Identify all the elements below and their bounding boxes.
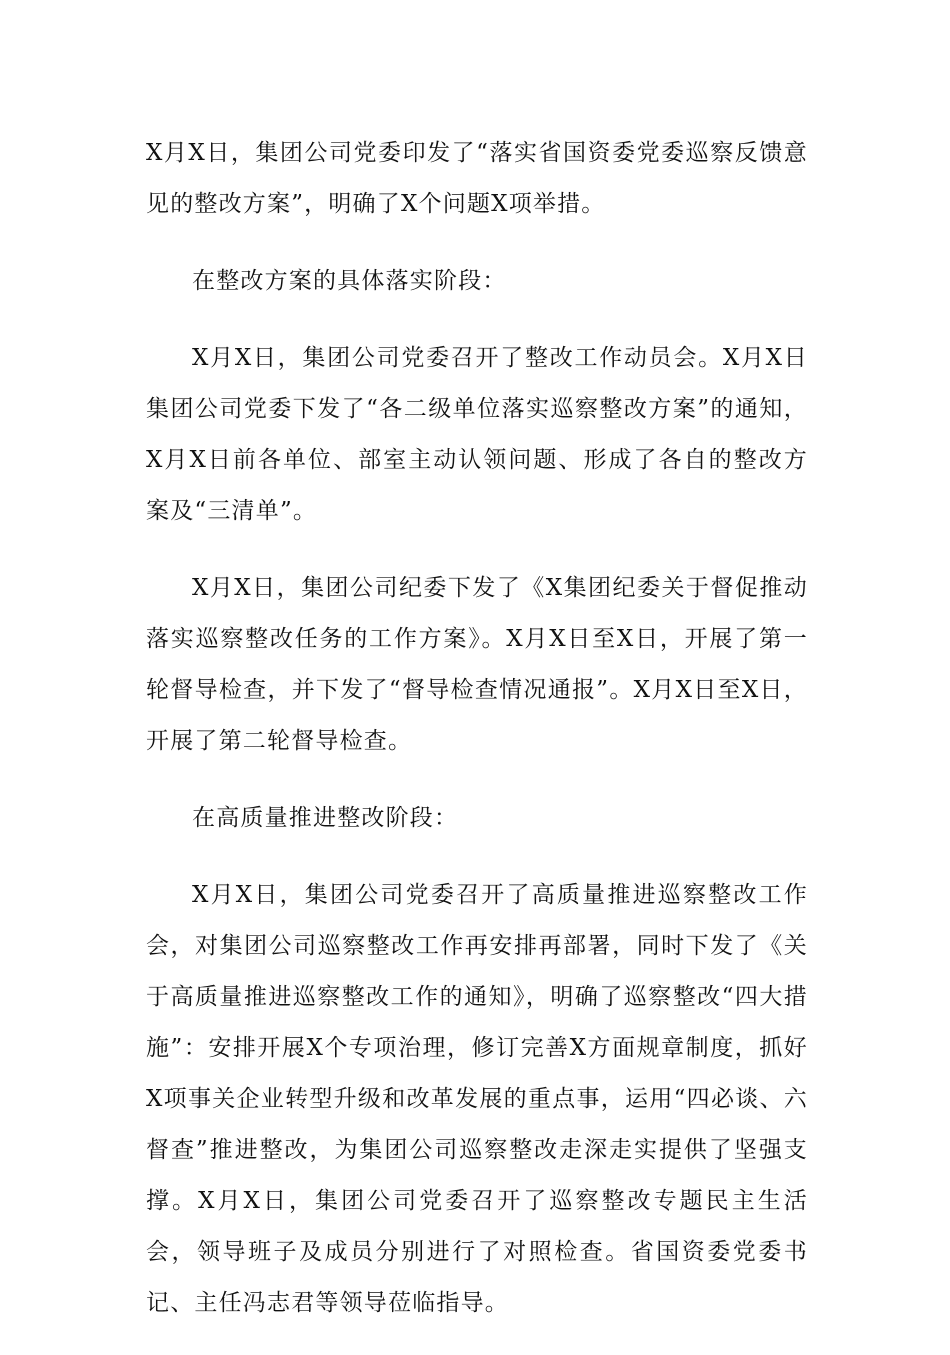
paragraph-implementation-stage-heading: 在整改方案的具体落实阶段： [192, 268, 507, 294]
paragraph-supervision-inspection: X月X日，集团公司纪委下发了《X集团纪委关于督促推动落实巡察整改任务的工作方案》。X月X日至X日，开展了第一轮督导检查，并下发了“督导检查情况通报”。X月X日至X日，开展了第二轮督导检查。 [146, 575, 808, 754]
document-body [146, 128, 808, 1355]
paragraph-rectification-plan: X月X日，集团公司党委印发了“落实省国资委党委巡察反馈意见的整改方案”，明确了X个问题X项举措。 [146, 140, 808, 217]
paragraph-high-quality-meeting: X月X日，集团公司党委召开了高质量推进巡察整改工作会，对集团公司巡察整改工作再安排再部署，同时下发了《关于高质量推进巡察整改工作的通知》，明确了巡察整改“四大措施”：安排开展X个专项治理，修订完善X方面规章制度，抓好X项事关企业转型升级和改革发展的重点事，运用“四必谈、六督查”推进整改，为集团公司巡察整改走深走实提供了坚强支撑。X月X日，集团公司党委召开了巡察整改专题民主生活会，领导班子及成员分别进行了对照检查。省国资委党委书记、主任冯志君等领导莅临指导。 [146, 882, 808, 1316]
paragraph-mobilization-meeting: X月X日，集团公司党委召开了整改工作动员会。X月X日集团公司党委下发了“各二级单位落实巡察整改方案”的通知，X月X日前各单位、部室主动认领问题、形成了各自的整改方案及“三清单”。 [146, 345, 808, 524]
paragraph-high-quality-stage-heading: 在高质量推进整改阶段： [192, 805, 459, 831]
